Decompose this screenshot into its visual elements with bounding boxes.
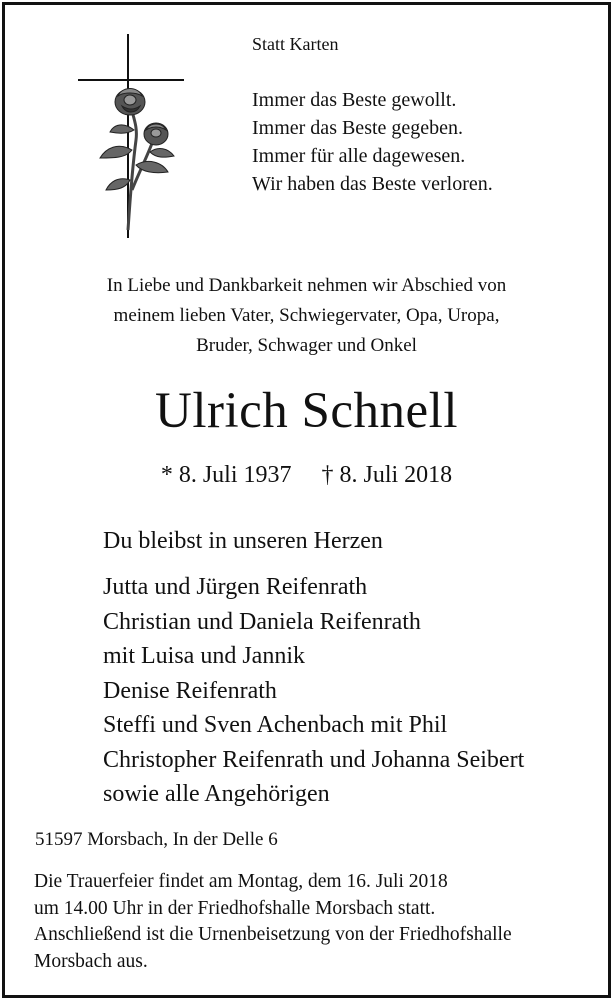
life-dates <box>0 462 613 489</box>
quote-line: Immer das Beste gewollt. <box>252 89 457 111</box>
deceased-name: Ulrich Schnell <box>154 383 458 439</box>
family-member: sowie alle Angehörigen <box>103 781 330 807</box>
family-member: Denise Reifenrath <box>103 677 277 704</box>
family-list <box>103 570 524 812</box>
family-member: Jutta und Jürgen Reifenrath <box>103 574 368 600</box>
intro-line: Bruder, Schwager und Onkel <box>196 335 417 356</box>
notice-line: Morsbach aus. <box>34 950 148 972</box>
family-member: Christopher Reifenrath und Johanna Seibert <box>103 746 525 773</box>
quote-line: Immer das Beste gegeben. <box>252 117 464 139</box>
quote-block <box>252 86 493 198</box>
motto-text: Du bleibst in unseren Herzen <box>103 528 383 554</box>
intro-text <box>0 271 613 361</box>
notice-line: um 14.00 Uhr in der Friedhofshalle Morsbach statt. <box>34 897 436 919</box>
notice-line: Anschließend ist die Urnenbeisetzung von der Friedhofshalle <box>34 924 512 945</box>
quote-line: Immer für alle dagewesen. <box>252 145 466 167</box>
family-member: mit Luisa und Jannik <box>103 643 305 669</box>
cross-with-roses-icon <box>70 30 195 240</box>
funeral-notice <box>34 869 512 975</box>
family-member: Christian und Daniela Reifenrath <box>103 608 421 635</box>
address: 51597 Morsbach, In der Delle 6 <box>35 829 278 850</box>
quote-line: Wir haben das Beste verloren. <box>252 173 493 195</box>
statt-karten-label: Statt Karten <box>252 34 339 54</box>
intro-line: meinem lieben Vater, Schwiegervater, Opa, Uropa, <box>113 305 500 326</box>
intro-line: In Liebe und Dankbarkeit nehmen wir Abschied von <box>106 275 507 296</box>
birth-date: * 8. Juli 1937 <box>160 462 292 488</box>
family-member: Steffi und Sven Achenbach mit Phil <box>103 712 448 738</box>
death-date: † 8. Juli 2018 <box>321 462 453 488</box>
notice-line: Die Trauerfeier findet am Montag, dem 16. Juli 2018 <box>34 871 448 892</box>
